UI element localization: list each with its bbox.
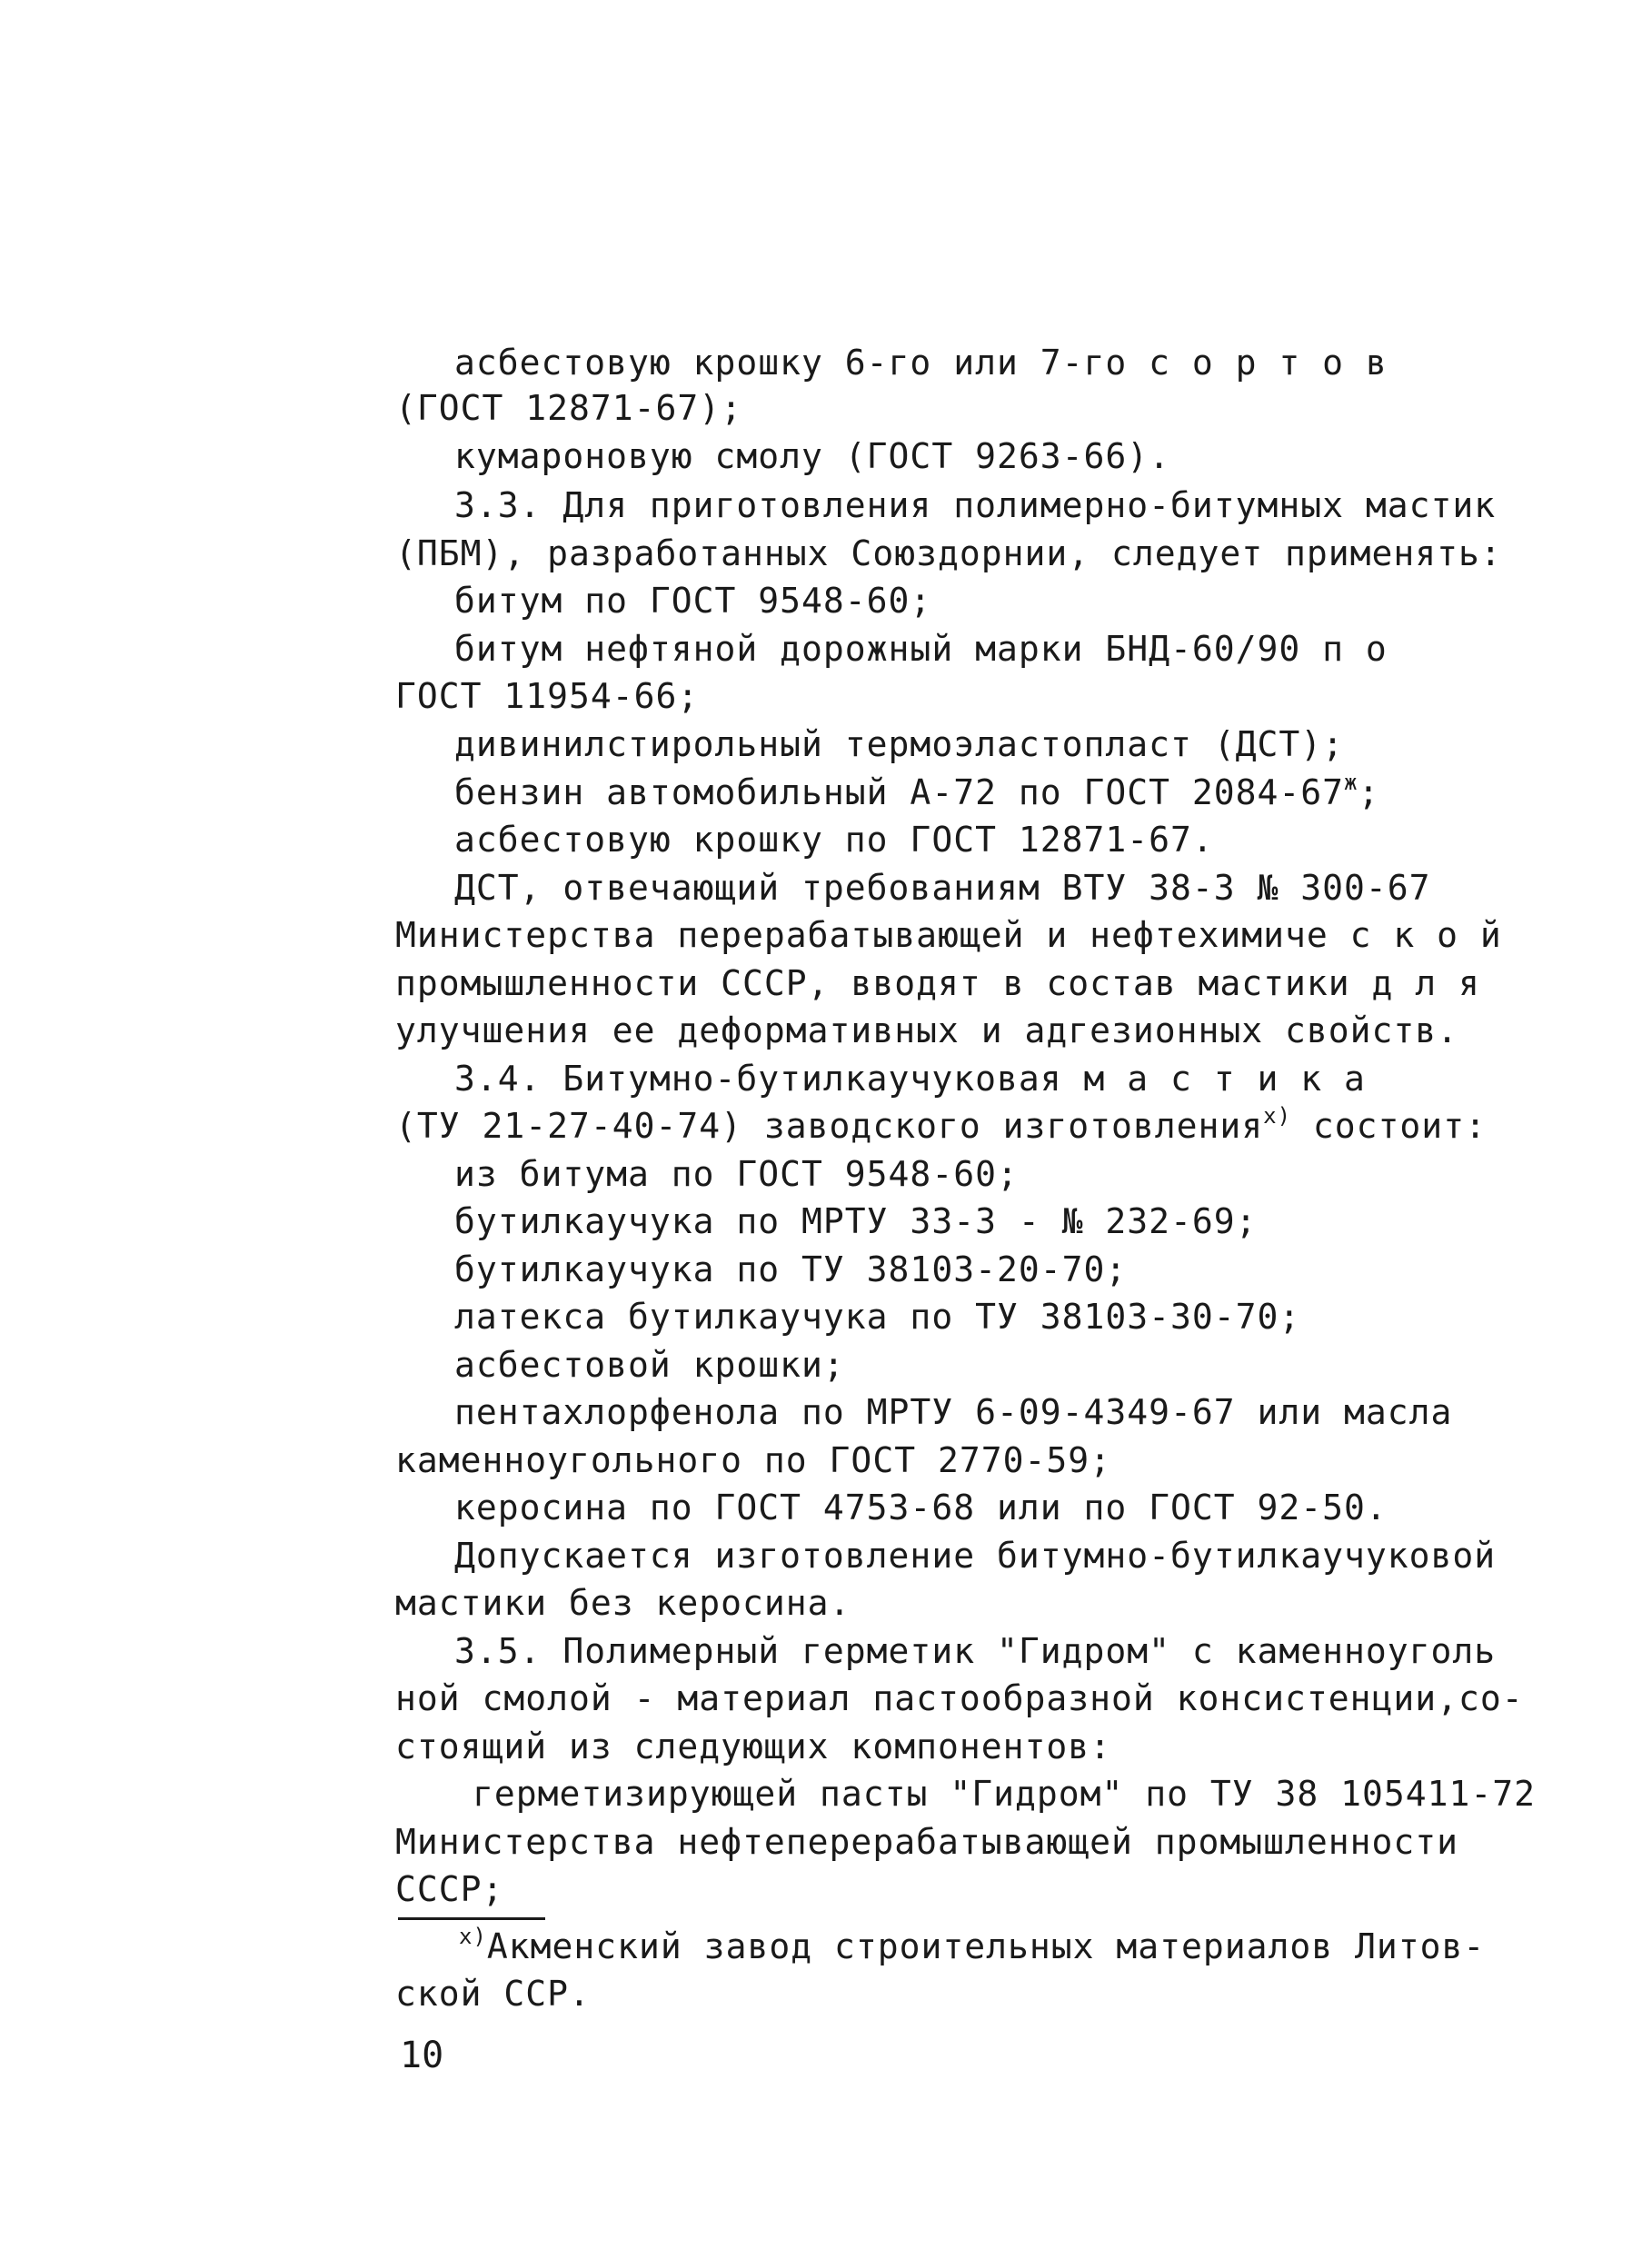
footnote-rule bbox=[398, 1917, 545, 1920]
text-line: Министерства перерабатывающей и нефтехимиче с к о й bbox=[395, 915, 1502, 955]
text-line: стоящий из следующих компонентов: bbox=[395, 1727, 1111, 1766]
page-number: 10 bbox=[400, 2035, 444, 2076]
text-line: кумароновую смолу (ГОСТ 9263-66). bbox=[454, 436, 1170, 476]
text-line: каменноугольного по ГОСТ 2770-59; bbox=[395, 1440, 1111, 1480]
text-line: ной смолой - материал пастообразной консистенции,со- bbox=[395, 1678, 1524, 1718]
text-line: бутилкаучука по МРТУ 33-3 - № 232-69; bbox=[454, 1201, 1258, 1241]
text-line: (ПБМ), разработанных Союздорнии, следует применять: bbox=[395, 533, 1502, 573]
footnote-mark: х) bbox=[459, 1924, 487, 1949]
text-line: Допускается изготовление битумно-бутилкаучуковой bbox=[454, 1536, 1497, 1576]
text-line: герметизирующей пасты "Гидром" по ТУ 38 105411-72 bbox=[473, 1774, 1537, 1814]
text-line: из битума по ГОСТ 9548-60; bbox=[454, 1154, 1019, 1194]
text-line: керосина по ГОСТ 4753-68 или по ГОСТ 92-50. bbox=[454, 1488, 1388, 1528]
section-3-4-heading: 3.4. Битумно-бутилкаучуковая м а с т и к а bbox=[454, 1059, 1366, 1099]
text-line: ГОСТ 11954-66; bbox=[395, 676, 700, 716]
text-line: бензин автомобильный А-72 по ГОСТ $2084-67^ж$; bbox=[454, 770, 1380, 812]
text-line: ДСТ, отвечающий требованиям ВТУ 38-3 № 300-67 bbox=[454, 868, 1431, 908]
text-line: пентахлорфенола по МРТУ 6-09-4349-67 или масла bbox=[454, 1392, 1453, 1432]
text-line: латекса бутилкаучука по ТУ 38103-30-70; bbox=[454, 1297, 1301, 1337]
text-line: (ГОСТ 12871-67); bbox=[395, 388, 743, 428]
footnote-continuation: ской ССР. bbox=[395, 1974, 591, 2014]
section-3-3-heading: 3.3. Для приготовления полимерно-битумных мастик bbox=[454, 485, 1497, 525]
text-line: асбестовую крошку по ГОСТ 12871-67. bbox=[454, 820, 1214, 860]
text-line: дивинилстирольный термоэластопласт (ДСТ); bbox=[454, 724, 1344, 764]
text-line: СССР; bbox=[395, 1869, 504, 1909]
text-line: асбестовую крошку 6-го или 7-го с о р т о в bbox=[454, 343, 1388, 383]
footnote-mark: ж bbox=[1344, 770, 1358, 795]
text-line: (ТУ 21-27-40-74) заводского изготовления$^{х)}$ состоит: bbox=[395, 1103, 1487, 1146]
text-line: промышленности СССР, вводят в состав мастики д л я bbox=[395, 963, 1480, 1003]
text-line: асбестовой крошки; bbox=[454, 1345, 845, 1385]
text-line: мастики без керосина. bbox=[395, 1583, 851, 1623]
section-3-5-heading: 3.5. Полимерный герметик "Гидром" с каменноуголь bbox=[454, 1631, 1497, 1671]
footnote-mark: х) bbox=[1263, 1103, 1292, 1129]
text-line: улучшения ее деформативных и адгезионных свойств. bbox=[395, 1010, 1459, 1050]
footnote: $^{х)}$Акменский завод строительных материалов Литов- bbox=[459, 1924, 1486, 1966]
text-line: битум нефтяной дорожный марки БНД-60/90 п о bbox=[454, 629, 1388, 669]
text-line: битум по ГОСТ 9548-60; bbox=[454, 581, 932, 621]
text-line: бутилкаучука по ТУ 38103-20-70; bbox=[454, 1249, 1128, 1289]
text-line: Министерства нефтеперерабатывающей промышленности bbox=[395, 1822, 1459, 1862]
